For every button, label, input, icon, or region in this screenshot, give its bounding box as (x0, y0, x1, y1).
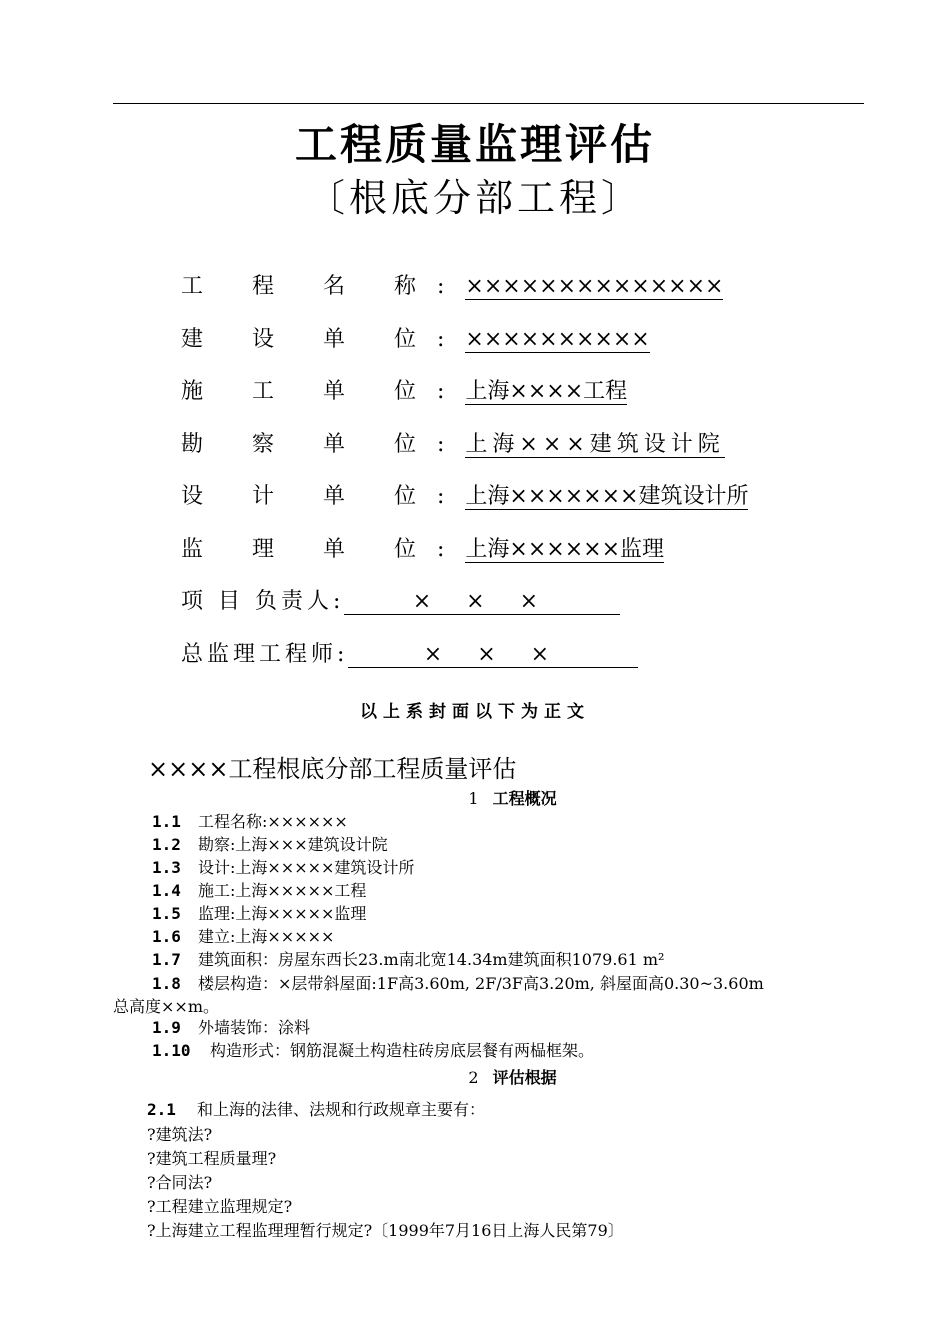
section-1-heading (0, 788, 950, 810)
field-design-unit (181, 482, 748, 512)
list-item (113, 972, 853, 1018)
list-item (152, 903, 366, 925)
cover-subtitle: 〔根底分部工程〕 (306, 176, 643, 220)
field-label: 设 计 单 位: (181, 484, 466, 509)
regulation-item: ?建筑法? (147, 1125, 213, 1144)
field-project-name (181, 272, 723, 302)
list-item (152, 880, 366, 902)
item-number: 1.6 (152, 927, 181, 946)
section-title: 评估根据 (492, 1068, 557, 1087)
section-number: 2 (468, 1068, 479, 1087)
item-number: 1.1 (152, 812, 181, 831)
item-number: 1.10 (152, 1041, 191, 1060)
regulation-item: ?工程建立监理规定? (147, 1197, 293, 1216)
field-label: 建 设 单 位: (181, 327, 466, 352)
item-number: 1.8 (152, 974, 181, 993)
field-value: 上海××××××监理 (465, 537, 665, 562)
top-rule (113, 103, 864, 104)
item-number: 1.4 (152, 881, 181, 900)
list-item (152, 1040, 594, 1062)
section-2-heading (0, 1067, 950, 1089)
item-number: 1.9 (152, 1018, 181, 1037)
cover-divider-note: 以上系封面以下为正文 (360, 702, 590, 722)
list-item (152, 926, 334, 948)
field-label: 工 程 名 称: (181, 274, 466, 299)
item-text: 施工:上海×××××工程 (198, 881, 367, 900)
field-label: 项 目 负责人: (181, 589, 345, 614)
document-heading: ××××工程根底分部工程质量评估 (148, 755, 517, 783)
field-label: 施 工 单 位: (181, 379, 466, 404)
item-text: 建筑面积：房屋东西长23.m南北宽14.34m建筑面积1079.61 m² (198, 950, 665, 969)
list-item (147, 1099, 485, 1121)
list-item (152, 857, 414, 879)
field-label: 勘 察 单 位: (181, 432, 466, 457)
section-title: 工程概况 (492, 789, 557, 808)
section-number: 1 (468, 789, 479, 808)
item-text: 工程名称:×××××× (198, 812, 348, 831)
field-value: × × × (348, 643, 638, 668)
list-item (152, 834, 388, 856)
field-client (181, 325, 650, 355)
item-number: 1.2 (152, 835, 181, 854)
item-text: 和上海的法律、法规和行政规章主要有： (197, 1100, 486, 1119)
field-value: 上海×××××××建筑设计所 (465, 484, 749, 509)
field-value: ×××××××××× (465, 327, 650, 352)
list-item (152, 949, 664, 971)
item-text-continued: 总高度××m。 (113, 997, 219, 1016)
field-project-manager (181, 587, 620, 617)
item-text: 外墙装饰：涂料 (198, 1018, 311, 1037)
item-text: 监理:上海×××××监理 (198, 904, 367, 923)
field-supervision-unit (181, 535, 664, 565)
item-number: 1.3 (152, 858, 181, 877)
item-text: 楼层构造：×层带斜屋面:1F高3.60m, 2F/3F高3.20m, 斜屋面高0.30~3.60m (198, 974, 764, 993)
item-number: 1.7 (152, 950, 181, 969)
item-number: 1.5 (152, 904, 181, 923)
field-value: 上海××××工程 (465, 379, 628, 404)
regulation-item: ?合同法? (147, 1173, 213, 1192)
field-survey-unit (181, 430, 725, 460)
field-value: 上海×××建筑设计院 (465, 432, 725, 457)
field-chief-supervisor (181, 640, 638, 670)
field-value: × × × (344, 590, 620, 615)
item-text: 构造形式：钢筋混凝土构造柱砖房底层餐有两榀框架。 (210, 1041, 595, 1060)
field-label: 总监理工程师: (181, 642, 349, 667)
cover-title: 工程质量监理评估 (294, 120, 655, 169)
item-text: 设计:上海×××××建筑设计所 (198, 858, 415, 877)
list-item (152, 1017, 310, 1039)
regulation-item: ?建筑工程质量理? (147, 1149, 277, 1168)
item-text: 勘察:上海×××建筑设计院 (198, 835, 388, 854)
regulation-item: ?上海建立工程监理理暂行规定?〔1999年7月16日上海人民第79〕 (147, 1221, 624, 1240)
field-value: ×××××××××××××× (465, 274, 724, 299)
item-text: 建立:上海××××× (198, 927, 335, 946)
field-contractor (181, 377, 627, 407)
list-item (152, 811, 348, 833)
item-number: 2.1 (147, 1100, 176, 1119)
field-label: 监 理 单 位: (181, 537, 466, 562)
